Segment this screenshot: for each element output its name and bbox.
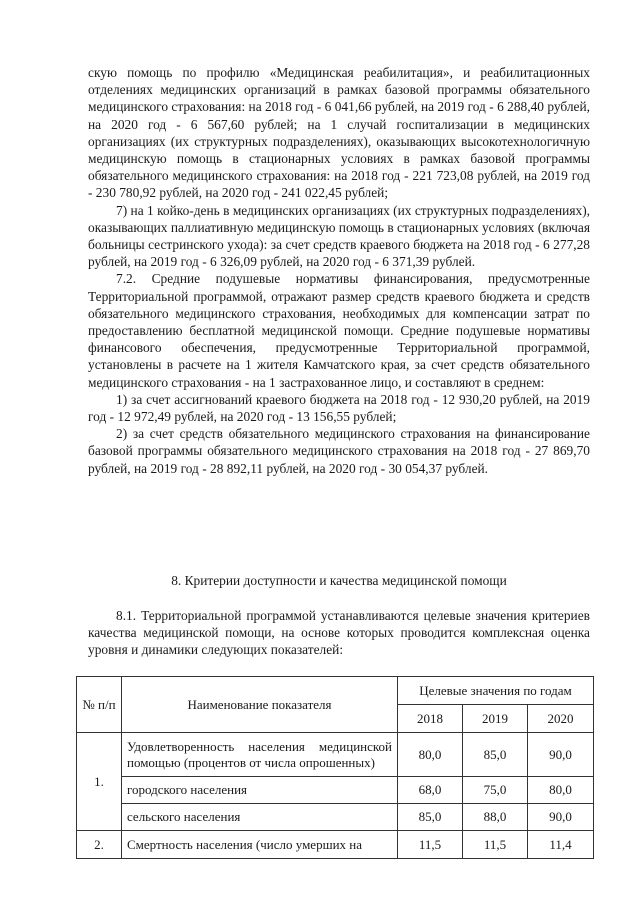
row-value: 90,0 xyxy=(528,804,594,831)
row-name: городского населения xyxy=(122,777,398,804)
row-value: 11,5 xyxy=(463,831,528,859)
table-row xyxy=(77,831,594,859)
header-target: Целевые значения по годам xyxy=(398,677,594,705)
header-year: 2019 xyxy=(463,705,528,733)
row-value: 80,0 xyxy=(398,733,463,777)
header-num: № п/п xyxy=(77,677,122,733)
row-value: 88,0 xyxy=(463,804,528,831)
table-row xyxy=(77,777,594,804)
header-year: 2020 xyxy=(528,705,594,733)
header-year: 2018 xyxy=(398,705,463,733)
body-text xyxy=(88,64,590,477)
row-number: 1. xyxy=(77,733,122,831)
table-row xyxy=(77,733,594,777)
header-name: Наименование показателя xyxy=(122,677,398,733)
row-value: 80,0 xyxy=(528,777,594,804)
paragraph-item-1: 1) за счет ассигнований краевого бюджета на 2018 год - 12 930,20 рублей, на 2019 год - 12 972,49 рублей, на 2020 год - 13 156,55 рублей; xyxy=(88,391,590,425)
paragraph-item-7: 7) на 1 койко-день в медицинских организациях (их структурных подразделениях), оказывающих паллиативную медицинскую помощь в стационарных условиях (включая больницы сестринского ухода): за счет средств краевого бюджета на 2018 год - 6 277,28 рублей, на 2019 год - 6 326,09 рублей, на 2020 год - 6 371,39 рублей. xyxy=(88,202,590,270)
row-name: сельского населения xyxy=(122,804,398,831)
section-intro xyxy=(88,607,590,659)
row-value: 11,5 xyxy=(398,831,463,859)
row-value: 68,0 xyxy=(398,777,463,804)
section-heading: 8. Критерии доступности и качества медицинской помощи xyxy=(171,573,507,588)
paragraph-item-2: 2) за счет средств обязательного медицинского страхования на финансирование базовой программы обязательного медицинского страхования на 2018 год - 27 869,70 рублей, на 2019 год - 28 892,11 рублей, на 2020 год - 30 054,37 рублей. xyxy=(88,426,590,476)
paragraph-rehabilitation: скую помощь по профилю «Медицинская реабилитация», и реабилитационных отделениях медицинских организаций в рамках базовой программы обязательного медицинского страхования: на 2018 год - 6 041,66 рублей, на 2019 год - 6 288,40 рублей, на 2020 год - 6 567,60 рублей; на 1 случай госпитализации в медицинских организациях (их структурных подразделениях), оказывающих высокотехнологичную медицинскую помощь в стационарных условиях в рамках базовой программы обязательного медицинского страхования: на 2018 год - 221 723,08 рублей, на 2019 год - 230 780,92 рублей, на 2020 год - 241 022,45 рублей; xyxy=(88,65,590,201)
row-value: 85,0 xyxy=(463,733,528,777)
table-row xyxy=(77,804,594,831)
paragraph-8-1: 8.1. Территориальной программой устанавливаются целевые значения критериев качества медицинской помощи, на основе которых проводится комплексная оценка уровня и динамики следующих показателей: xyxy=(88,608,590,658)
row-value: 90,0 xyxy=(528,733,594,777)
row-name: Удовлетворенность населения медицинской помощью (процентов от числа опрошенных) xyxy=(122,733,398,777)
row-name: Смертность населения (число умерших на xyxy=(122,831,398,859)
criteria-table xyxy=(76,676,594,859)
row-value: 85,0 xyxy=(398,804,463,831)
row-value: 11,4 xyxy=(528,831,594,859)
row-value: 75,0 xyxy=(463,777,528,804)
paragraph-7-2: 7.2. Средние подушевые нормативы финансирования, предусмотренные Территориальной программой, отражают размер средств краевого бюджета и средств обязательного медицинского страхования, необходимых для компенсации затрат по предоставлению бесплатной медицинской помощи. Средние подушевые нормативы финансового обеспечения, предусмотренные Территориальной программой, установлены в расчете на 1 жителя Камчатского края, за счет средств обязательного медицинского страхования - на 1 застрахованное лицо, и составляют в среднем: xyxy=(88,271,590,390)
row-number: 2. xyxy=(77,831,122,859)
